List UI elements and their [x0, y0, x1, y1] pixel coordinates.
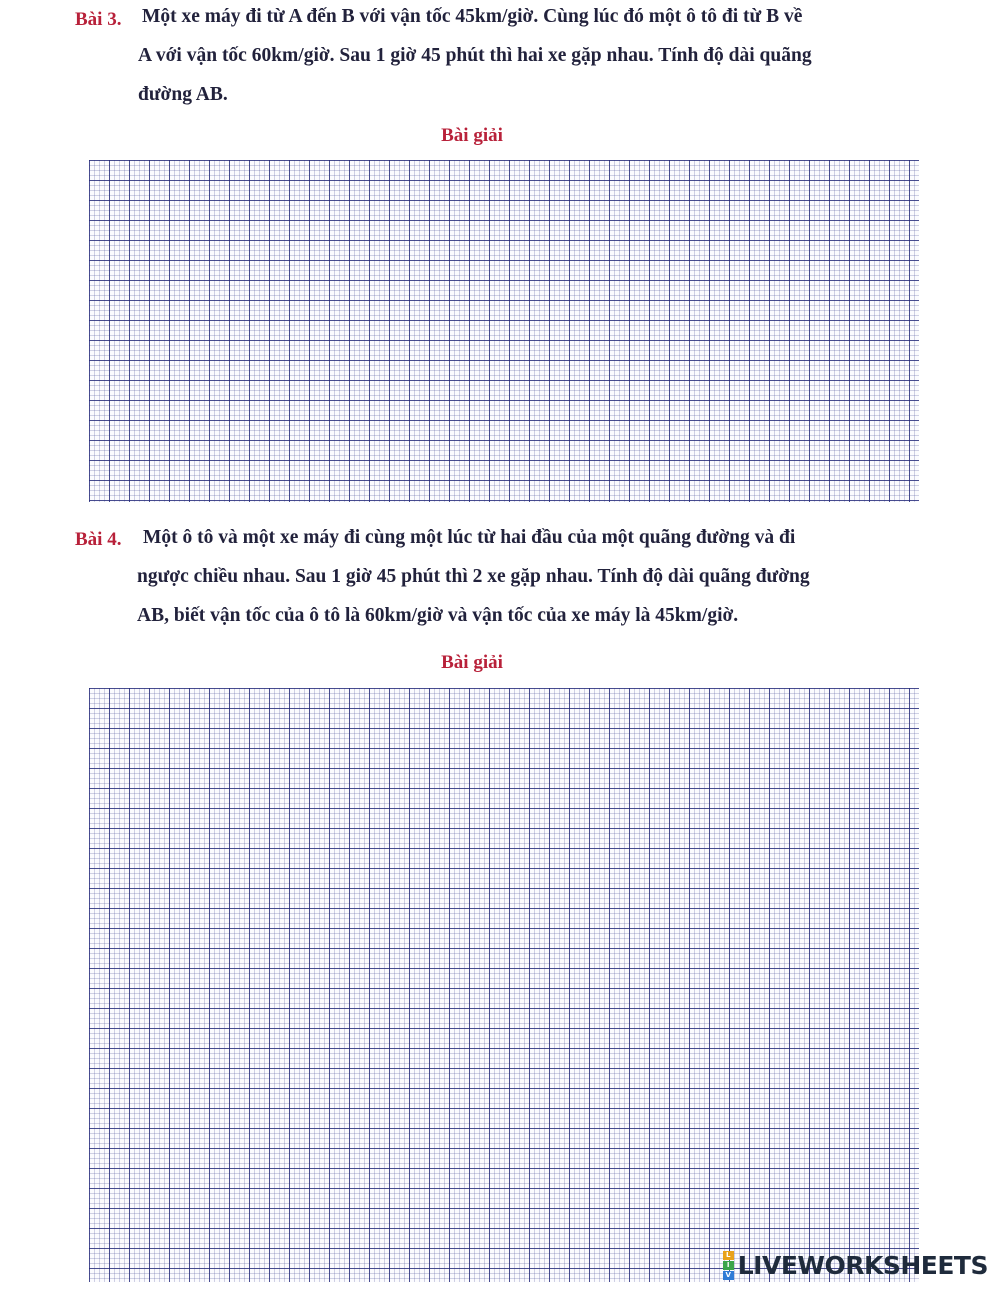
problem-4-label: Bài 4. — [75, 529, 122, 550]
problem-4-answer-grid[interactable] — [89, 688, 919, 1282]
problem-3-label: Bài 3. — [75, 9, 122, 30]
problem-3-line-2: A với vận tốc 60km/giờ. Sau 1 giờ 45 phút thì hai xe gặp nhau. Tính độ dài quãng — [138, 45, 812, 66]
problem-4-line-1: Một ô tô và một xe máy đi cùng một lúc từ hai đầu của một quãng đường và đi — [143, 527, 796, 548]
liveworksheets-watermark — [723, 1249, 988, 1281]
problem-4-solution-heading: Bài giải — [441, 652, 503, 673]
problem-3-line-3: đường AB. — [138, 84, 228, 105]
liveworksheets-logo-icon: L I V — [723, 1251, 734, 1280]
watermark-text: LIVEWORKSHEETS — [737, 1250, 988, 1280]
problem-4-line-3: AB, biết vận tốc của ô tô là 60km/giờ và vận tốc của xe máy là 45km/giờ. — [137, 605, 739, 626]
problem-3-line-1: Một xe máy đi từ A đến B với vận tốc 45km/giờ. Cùng lúc đó một ô tô đi từ B về — [142, 6, 803, 27]
problem-3-answer-grid[interactable] — [89, 160, 919, 502]
problem-3-solution-heading: Bài giải — [441, 125, 503, 146]
problem-4-line-2: ngược chiều nhau. Sau 1 giờ 45 phút thì 2 xe gặp nhau. Tính độ dài quãng đường — [137, 566, 810, 587]
